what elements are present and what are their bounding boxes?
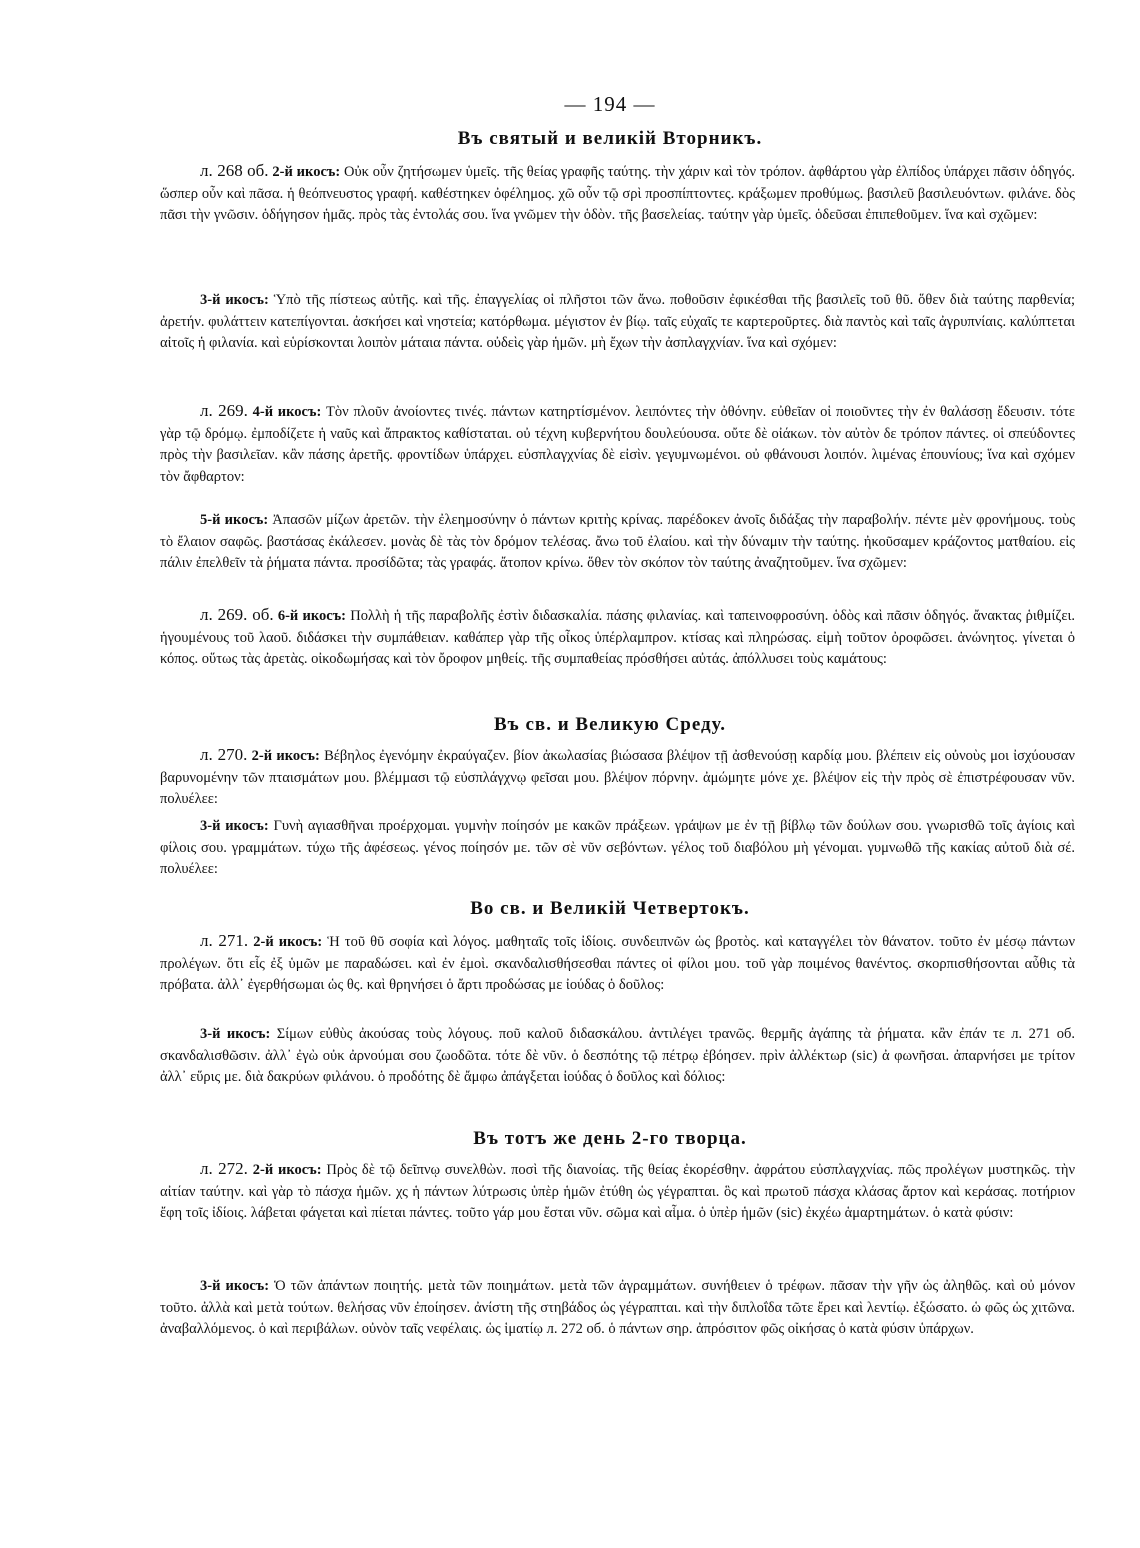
paragraph bbox=[160, 160, 1075, 227]
paragraph bbox=[160, 510, 1075, 575]
ikos-label: 4-й икосъ: bbox=[252, 404, 322, 420]
paragraph-text: Πολλὴ ἡ τῆς παραβολῆς ἐστὶν διδασκαλία. πάσης φιλανίας. καὶ ταπεινοφροσύνη. ὁδὸς καὶ πᾶσιν ὁδηγός. ἄνακτας ῥιθμίζει. ἡγουμένους τοῦ λαοῦ. διδάσκει τὴν συμπάθειαν. καθάπερ γὰρ τῆς οἶκος ὑπέρλαμπρον. κτίσας καὶ πληρώσας. εἰμὴ τοῦτον ὀροφῶσει. ἀνώνητος. γίνεται ὁ κόπος. οὕτως τὰς ἀρετὰς. οἰκοδωμήσας καὶ τὸν ὄροφον μηθείς. τῆς συμπαθείας πρόσθήσει αὐτάς. ἀπόλλυσει τοὺς καμάτους: bbox=[160, 608, 1076, 668]
folio-ref: л. 269. bbox=[200, 401, 248, 420]
ikos-label: 2-й икосъ: bbox=[251, 748, 320, 764]
paragraph-text: Ὁ τῶν ἀπάντων ποιητής. μετὰ τῶν ποιημάτων. μετὰ τῶν ἀγραμμάτων. συνήθειεν ὁ τρέφων. πᾶσαν τὴν γῆν ὡς ἀληθῶς. καὶ οὐ μόνον τοῦτο. ἀλλὰ καὶ μετὰ τούτων. θελήσας νῦν ἐποίησεν. ἀνίστη τῆς στηβάδος ὡς γέγραπται. καὶ τὴν διπλοΐδα τῶτε ἔρει καὶ λεντίῳ. ἐξώσατο. ὡ φῶς ὡς χιτῶνα. ἀναβαλλόμενος. ὁ καὶ περιβάλων. οὐνὸν ταῖς νεφέλαις. ὡς ἱματίῳ л. 272 об. ὁ πάντων σηρ. ἀπρόσιτον φῶς οἰκήσας ὁ κατὰ φύσιν ὑπάρχων. bbox=[160, 1278, 1076, 1338]
folio-ref: л. 272. bbox=[200, 1159, 248, 1178]
ikos-label: 2-й икосъ: bbox=[272, 164, 341, 180]
paragraph-text: Οὐκ οὖν ζητήσωμεν ὑμεῖς. τῆς θείας γραφῆς ταύτης. τὴν χάριν καὶ τὸν τρόπον. ἀφθάρτου γὰρ ἐλπίδος ὑπάρχει πᾶσιν ὁδηγός. ὥσπερ οὖν καὶ πᾶσα. ἡ θεόπνευστος γραφή. καθέστηκεν ὀφέλημος. χῶ οὖν τῷ σρὶ προσπίπτοντες. κράξωμεν προθύμως. βασιλεῦ βασιλευόντων. φιλάνε. δὸς πᾶσι τὴν γνῶσιν. ὁδήγησον ἡμᾶς. πρὸς τὰς ἐντολάς σου. ἵνα γνῶμεν τὴν ὁδὸν. τῆς βασελείας. ταύτην γὰρ ὑμεῖς. ὁδεῦσαι ἐπιπεθοῦμεν. ἵνα καὶ σχῶμεν: bbox=[160, 164, 1076, 224]
paragraph-text: Σίμων εὐθὺς ἀκούσας τοὺς λόγους. ποῦ καλοῦ διδασκάλου. ἀντιλέγει τρανῶς. θερμῆς ἀγάπης τὰ ῥήματα. κἂν ἐπάν τε л. 271 об. σκανδαλισθῶσιν. ἀλλ᾽ ἐγὼ οὐκ ἀρνούμαι σου ζωοδῶτα. τότε δὲ νῦν. ὁ δεσπότης τῷ πέτρῳ ἐβόησεν. πρὶν ἀλλέκτωρ (sic) ἀ φωνῆσαι. ἀπαρνήσει με τρίτον ἀλλ᾽ εὕρις με. διὰ δακρύων φιλάνου. ὁ προδότης δὲ ἄμφω ἀπάγξεται ἰούδας ὁ δοῦλος καὶ δόλιος: bbox=[160, 1026, 1076, 1086]
ikos-label: 5-й икосъ: bbox=[200, 512, 269, 528]
folio-ref: л. 270. bbox=[200, 745, 248, 764]
section-heading: Во св. и Великій Четвертокъ. bbox=[470, 898, 750, 919]
ikos-label: 3-й икосъ: bbox=[200, 1026, 271, 1042]
paragraph bbox=[160, 290, 1075, 355]
page-number: — 194 — bbox=[564, 92, 656, 116]
paragraph-text: Ἀπασῶν μίζων ἀρετῶν. τὴν ἐλεημοσύνην ὁ πάντων κριτὴς κρίνας. παρέδοκεν ἀνοῖς διδάξας τὴν παραβολήν. πέντε μὲν φρονήμους. τοὺς τὸ ἔλαιον σαφῶς. βαστάσας ἐκάλεσεν. μονὰς δὲ τὰς τὸν δρόμον τελέσας. ἄνω τοῦ ἐλαίου. καὶ τὴν δύναμιν τὴν ταύτης. ἠκοῦσαμεν κράζοντος ματθαίου. εἰς πάλιν ἐπελθεῖν τὰ ῥήματα πάντα. προσίδῶτα; τὰς γραφάς. ἄτοπον κρίνω. ὅθεν τὸν σκόπον τὸν ταύτης ἀναζητοῦμεν. ἵνα σχῶμεν: bbox=[160, 512, 1075, 572]
paragraph bbox=[160, 1158, 1075, 1225]
paragraph bbox=[160, 400, 1075, 488]
paragraph bbox=[160, 1024, 1075, 1089]
ikos-label: 2-й икосъ: bbox=[252, 1162, 322, 1178]
paragraph-text: Πρὸς δὲ τῷ δεῖπνῳ συνελθὼν. ποσὶ τῆς διανοίας. τῆς θείας ἐκορέσθην. ἀφράτου εὐσπλαγχνίας. πῶς προλέγων μυστηκῶς. τὴν αἰτίαν ταύτην. καὶ γὰρ τὸ πάσχα ἡμῶν. χς ἡ πάντων λύτρωσις ὑπὲρ ἡμῶν ἐτύθη ὡς γέγραπται. ὃς καὶ πρωτοῦ πάσχα κλάσας ἄρτον καὶ κεράσας. ποτήριον ἔφη τοῖς ἰδίοις. λάβεται φάγεται καὶ πίεται πάντες. τοῦτο γάρ μου ἔσται νῦν. σῶμα καὶ αἷμα. ὁ ὑπὲρ ἡμῶν (sic) ἐκχέω ἁμαρτημάτων. ὁ κατὰ φύσιν: bbox=[160, 1162, 1076, 1222]
ikos-label: 3-й икосъ: bbox=[200, 1278, 270, 1294]
section-heading: Въ святый и великій Вторникъ. bbox=[457, 128, 763, 149]
paragraph-text: Τὸν πλοῦν ἀνοίοντες τινές. πάντων κατηρτίσμένον. λειπόντες τὴν ὀθόνην. εὐθεῖαν οἱ ποιοῦντες τὴν ἐν θαλάσσῃ ἔδευσιν. τότε γὰρ τῷ δρόμῳ. ἐμποδίζετε ἡ ναῦς καὶ ἄπρακτος καθίσταται. οὐ τέχνη κυβερνήτου δουλεύουσα. οὔτε δὲ οἰάκων. τὸν αὐτὸν δε τρόπον πάντες. οἱ σπεύδοντες πρὸς τὴν βασιλεῖαν. κἂν πάσης ἀρετῆς. φροντίδων ὑπάρχει. εὐσπλαγχνίας δὲ εἰσὶν. γεγυμνωμένοι. οὐ φθάνουσι λοιπόν. λιμένας ἐπουνίους; ἵνα καὶ σχόμεν τὸν ἄφθαρτον: bbox=[160, 404, 1075, 485]
ikos-label: 3-й икосъ: bbox=[200, 292, 269, 308]
paragraph bbox=[160, 604, 1075, 671]
ikos-label: 2-й икосъ: bbox=[253, 934, 323, 950]
folio-ref: л. 268 об. bbox=[200, 161, 269, 180]
folio-ref: л. 269. об. bbox=[200, 605, 274, 624]
ikos-label: 6-й икосъ: bbox=[277, 608, 346, 624]
paragraph bbox=[160, 744, 1075, 811]
paragraph-text: Ὑπὸ τῆς πίστεως αὐτῆς. καὶ τῆς. ἐπαγγελίας οἱ πλῆστοι τῶν ἄνω. ποθοῦσιν ἐφικέσθαι τῆς βασιλεῖς τοῦ θῦ. ὅθεν διὰ ταύτης παρθενία; ἀρετήν. φυλάττειν κατεπίγονται. ἀσκήσει καὶ νηστεία; κατόρθωμα. μέγιστον ἐν βίῳ. ταῖς εὐχαῖς τε καρτεροῦρτες. διὰ παντὸς καὶ ταῖς ἀγρυπνίαις. καλύπτεται αἰτοῖς ἡ φιλανία. καὶ εὑρίσκονται λοιπὸν μάταια πάντα. οὐδεὶς γὰρ ἡμῶν. μὴ ἔχων τὴν ἀσπλαγχνίαν. ἵνα καὶ σχόμεν: bbox=[160, 292, 1075, 352]
section-heading: Въ тотъ же день 2-го творца. bbox=[473, 1128, 747, 1149]
ikos-label: 3-й икосъ: bbox=[200, 818, 269, 834]
paragraph bbox=[160, 1276, 1075, 1341]
folio-ref: л. 271. bbox=[200, 931, 249, 950]
paragraph-text: Βέβηλος ἐγενόμην ἐκραύγαζεν. βίον ἀκωλασίας βιώσασα βλέψον τῇ ἀσθενούσῃ καρδίᾳ μου. βλέπειν εἰς οὐνοὺς μοι ἰσχύουσαν βαρυνομένην τῶν πταισμάτων μου. βλέμμασι τῷ εὐσπλάγχνῳ φεῖσαι μου. βλέψον πόρνην. ἀμώμητε μόνε χε. βλέψον εἰς τὴν πρὸς σὲ ἐπιστρέφουσαν νῦν. πολυέλεε: bbox=[160, 748, 1075, 808]
paragraph bbox=[160, 816, 1075, 881]
section-heading: Въ св. и Великую Среду. bbox=[494, 714, 726, 735]
paragraph-text: Γυνὴ αγιασθῆναι προέρχομαι. γυμνὴν ποίησόν με κακῶν πράξεων. γράψων με ἐν τῇ βίβλῳ τῶν δούλων σου. γνωρισθῶ τοῖς ἁγίοις καὶ φίλοις σου. γραμμάτων. τύχω τῆς ἀφέσεως. γένος ποίησόν με. τῶν σὲ νῦν σεβόντων. γέλος τοῦ διαβόλου μὴ γένομαι. γυμνωθῶ τῆς κακίας αὐτοῦ διὰ σέ. πολυέλεε: bbox=[160, 818, 1076, 878]
paragraph-text: Ἡ τοῦ θῦ σοφία καὶ λόγος. μαθηταῖς τοῖς ἰδίοις. συνδειπνῶν ὡς βροτὸς. καὶ καταγγέλει τὸν θάνατον. τοῦτο ἐν μέσῳ πάντων προλέγων. ὅτι εἷς ἐξ ὑμῶν με παραδώσει. καὶ ἐν ἐμοὶ. σκανδαλισθήσεσθαι πάντες οἱ φίλοι μου. τοῦ γὰρ ποιμένος θανέντος. σκορπισθήσονται αὖθις τὰ πρόβατα. ἀλλ᾽ ἐγερθήσωμαι ὡς θς. καὶ θρηνήσει ὁ ἄρτι προδώσας με ἰούδας ὁ δοῦλος: bbox=[160, 934, 1075, 994]
paragraph bbox=[160, 930, 1075, 997]
